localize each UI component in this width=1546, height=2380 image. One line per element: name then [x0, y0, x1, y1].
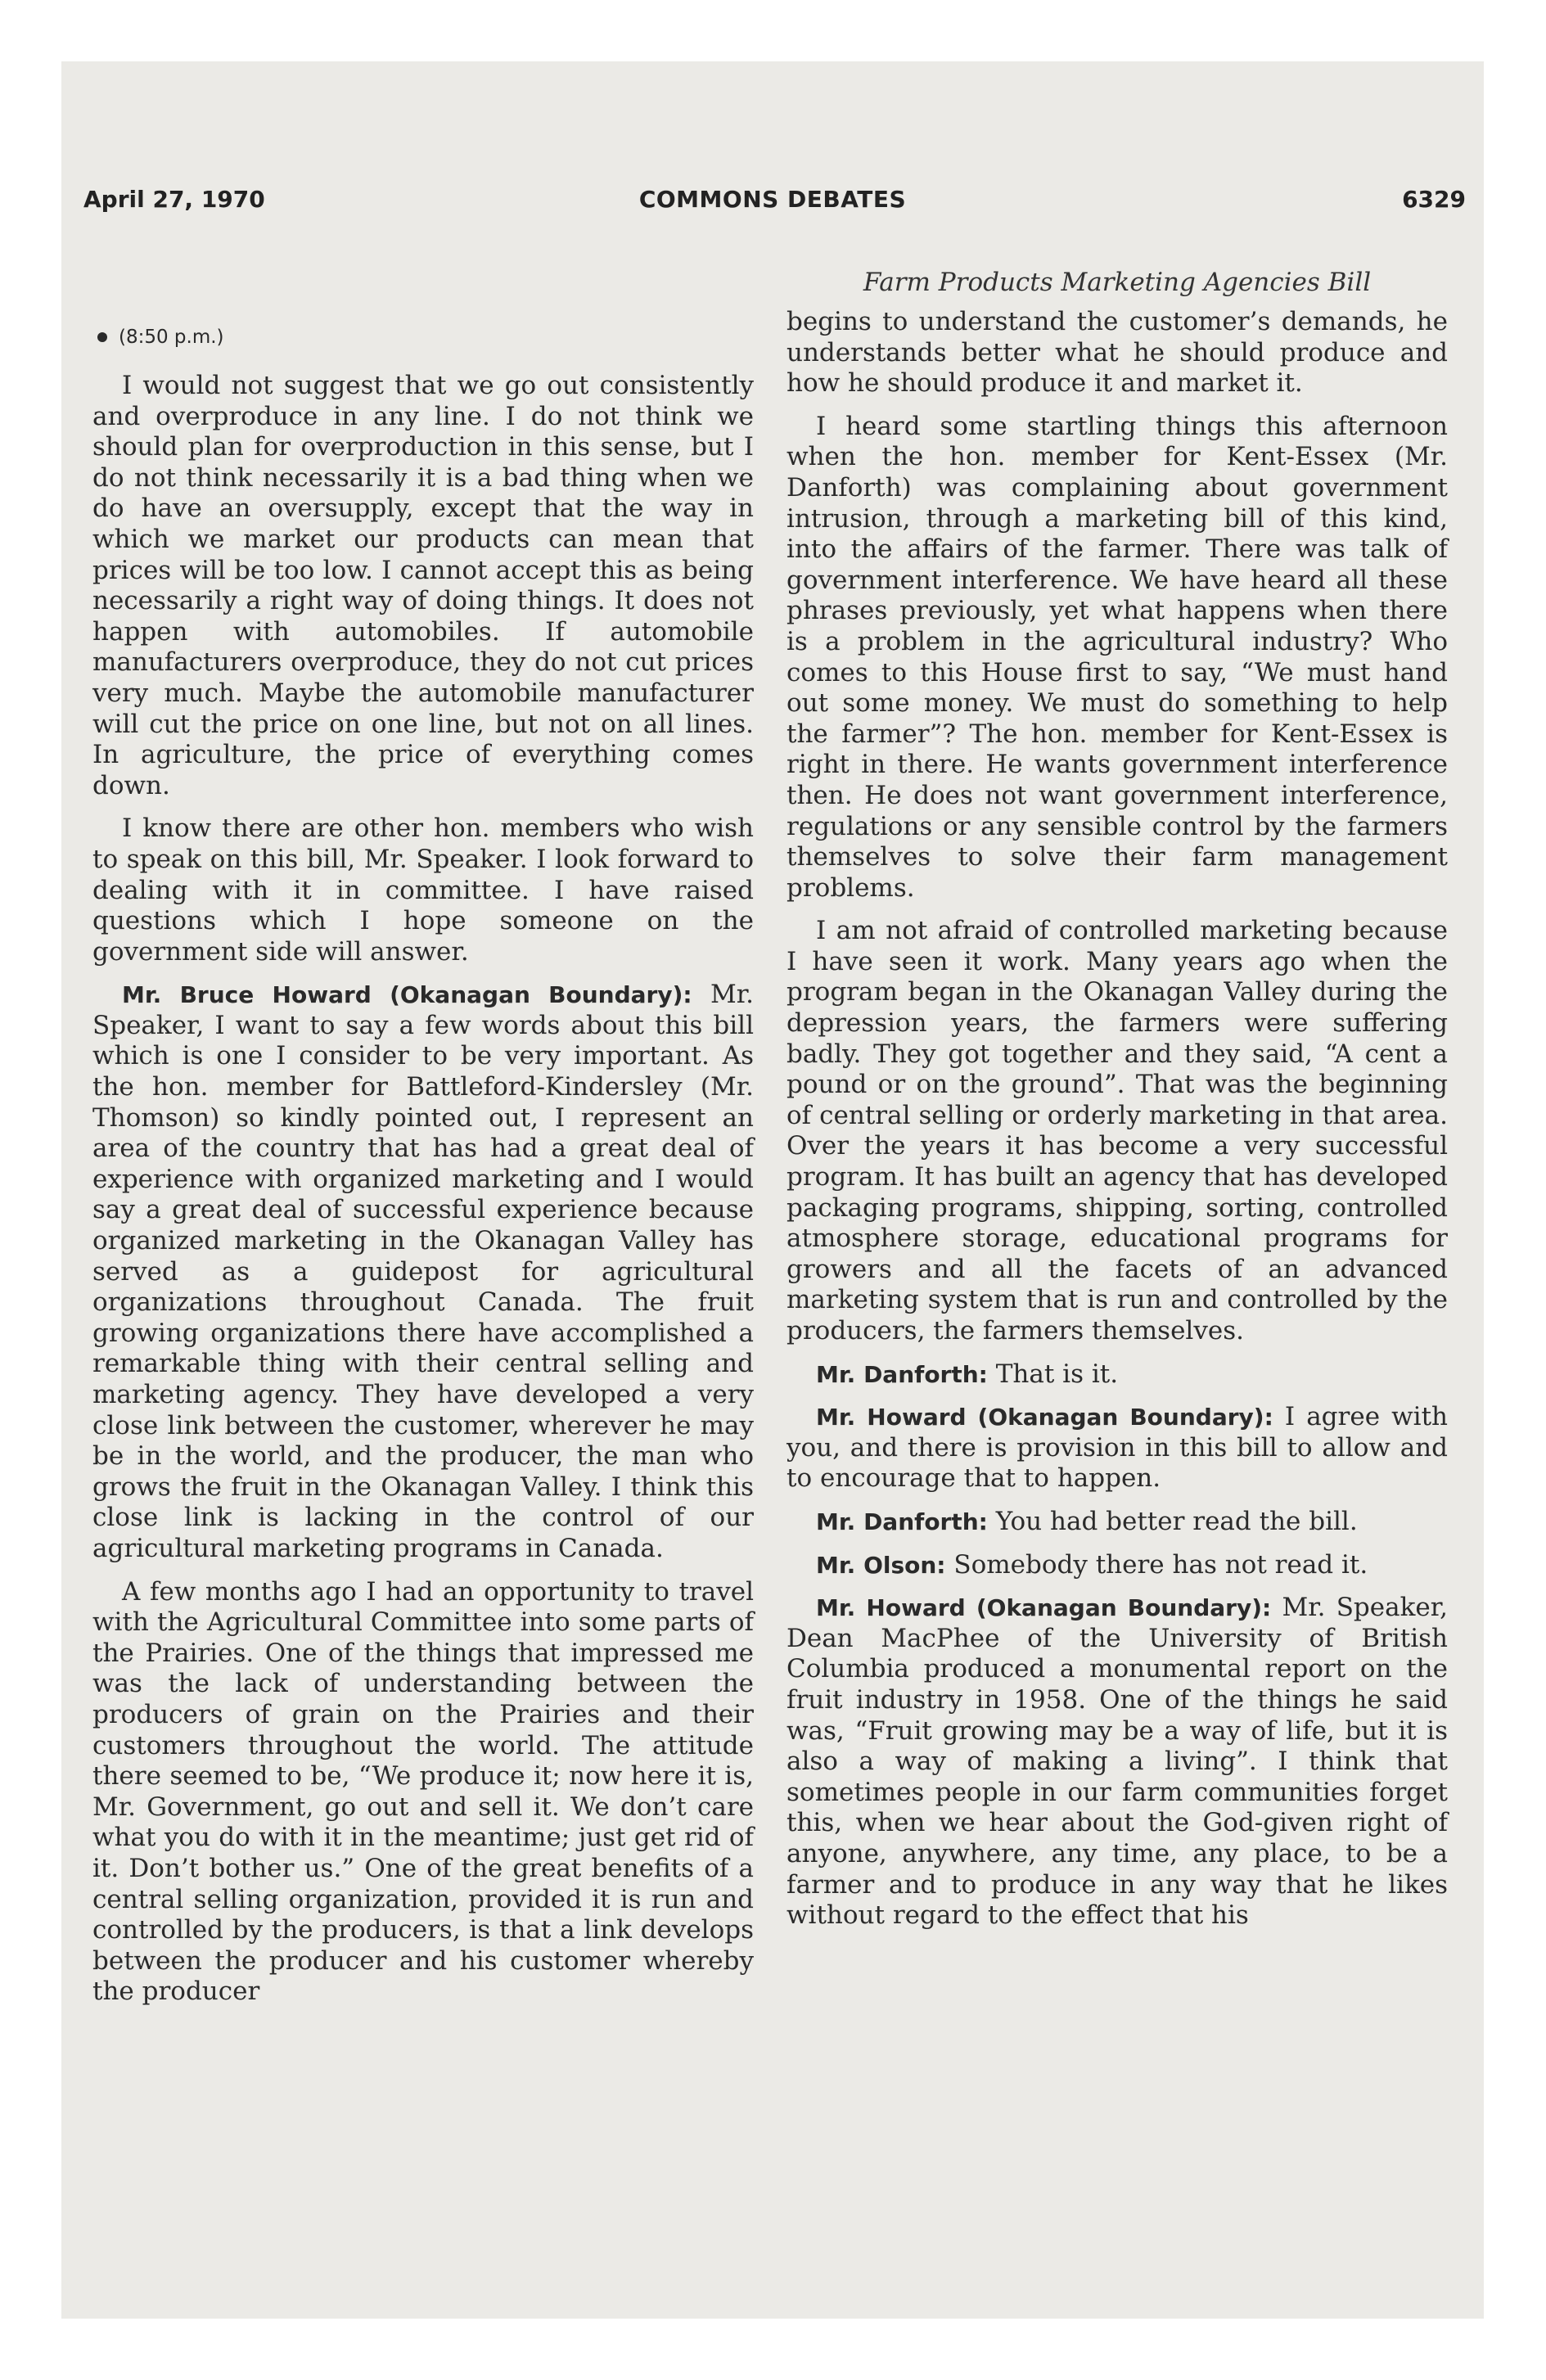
paragraph: I know there are other hon. members who wish to speak on this bill, Mr. Speaker. I look forward to dealing with it in committee. I have raised questions which I hope someone on the government side will answer.	[92, 814, 754, 967]
speech-paragraph	[787, 1507, 1448, 1538]
timestamp	[92, 325, 754, 349]
speech-paragraph	[787, 1402, 1448, 1494]
speech-paragraph	[787, 1593, 1448, 1931]
speaker-name: Mr. Danforth:	[816, 1360, 988, 1388]
right-column	[787, 307, 1448, 1944]
speech-text: I agree with you, and there is provision in this bill to allow and to encourage that to happen.	[787, 1402, 1448, 1494]
speaker-name: Mr. Howard (Okanagan Boundary):	[816, 1404, 1273, 1431]
paragraph: begins to understand the customer’s demands, he understands better what he should produce and how he should produce it and market it.	[787, 307, 1448, 399]
speech-paragraph	[92, 980, 754, 1564]
speech-paragraph	[787, 1359, 1448, 1391]
page-number: 6329	[1402, 186, 1466, 213]
speech-paragraph	[787, 1550, 1448, 1581]
speech-text: Somebody there has not read it.	[953, 1549, 1368, 1580]
document-page	[61, 61, 1484, 2319]
speech-text: That is it.	[995, 1359, 1119, 1389]
paragraph: I heard some startling things this afternoon when the hon. member for Kent-Essex (Mr. Danforth) was complaining about government intrusion, through a marketing bill of this kind, into the affairs of the farmer. There was talk of government interference. We have heard all these phrases previously, yet what happens when there is a problem in the agricultural industry? Who comes to this House first to say, “We must hand out some money. We must do something to help the farmer”? The hon. member for Kent-Essex is right in there. He wants government interference then. He does not want government interference, regulations or any sensible control by the farmers themselves to solve their farm management problems.	[787, 411, 1448, 903]
speech-text: You had better read the bill.	[995, 1506, 1358, 1536]
speech-text: Mr. Speaker, I want to say a few words about this bill which is one I consider to be very important. As the hon. member for Battleford-Kindersley (Mr. Thomson) so kindly pointed out, I represent an area of the country that has had a great deal of experience with organized marketing and I would say a great deal of successful experience because organized marketing in the Okanagan Valley has served as a guidepost for agricultural organizations throughout Canada. The fruit growing organizations there have accomplished a remarkable thing with their central selling and marketing agency. They have developed a very close link between the customer, wherever he may be in the world, and the producer, the man who grows the fruit in the Okanagan Valley. I think this close link is lacking in the control of our agricultural marketing programs in Canada.	[92, 980, 755, 1563]
header-date: April 27, 1970	[83, 186, 265, 213]
speaker-name: Mr. Bruce Howard (Okanagan Boundary):	[122, 981, 692, 1009]
left-column	[92, 325, 754, 2020]
running-subtitle: Farm Products Marketing Agencies Bill	[863, 268, 1372, 297]
paragraph: I would not suggest that we go out consistently and overproduce in any line. I do not think we should plan for overproduction in this sense, but I do not think necessarily it is a bad thing when we do have an oversupply, except that the way in which we market our products can mean that prices will be too low. I cannot accept this as being necessarily a right way of doing things. It does not happen with automobiles. If automobile manufacturers overproduce, they do not cut prices very much. Maybe the automobile manufacturer will cut the price on one line, but not on all lines. In agriculture, the price of everything comes down.	[92, 371, 754, 800]
paragraph: A few months ago I had an opportunity to travel with the Agricultural Committee into some parts of the Prairies. One of the things that impressed me was the lack of understanding between the producers of grain on the Prairies and their customers throughout the world. The attitude there seemed to be, “We produce it; now here it is, Mr. Government, go out and sell it. We don’t care what you do with it in the meantime; just get rid of it. Don’t bother us.” One of the great benefits of a central selling organization, provided it is run and controlled by the producers, is that a link develops between the producer and his customer whereby the producer	[92, 1576, 754, 2007]
timestamp-text: (8:50 p.m.)	[119, 327, 224, 348]
speaker-name: Mr. Howard (Okanagan Boundary):	[816, 1594, 1272, 1622]
header-title: COMMONS DEBATES	[638, 186, 907, 213]
bullet-icon	[97, 332, 107, 342]
speech-text: Mr. Speaker, Dean MacPhee of the University of British Columbia produced a monumental report on the fruit industry in 1958. One of the things he said was, “Fruit growing may be a way of life, but it is also a way of making a living”. I think that sometimes people in our farm communities forget this, when we hear about the God-given right of anyone, anywhere, any time, any place, to be a farmer and to produce in any way that he likes without regard to the effect that his	[787, 1593, 1448, 1931]
page-header	[61, 186, 1484, 219]
paragraph: I am not afraid of controlled marketing because I have seen it work. Many years ago when the program began in the Okanagan Valley during the depression years, the farmers were suffering badly. They got together and they said, “A cent a pound or on the ground”. That was the beginning of central selling or orderly marketing in that area. Over the years it has become a very successful program. It has built an agency that has developed packaging programs, shipping, sorting, controlled atmosphere storage, educational programs for growers and all the facets of an advanced marketing system that is run and controlled by the producers, the farmers themselves.	[787, 916, 1448, 1346]
speaker-name: Mr. Danforth:	[816, 1508, 988, 1535]
speaker-name: Mr. Olson:	[816, 1551, 946, 1579]
